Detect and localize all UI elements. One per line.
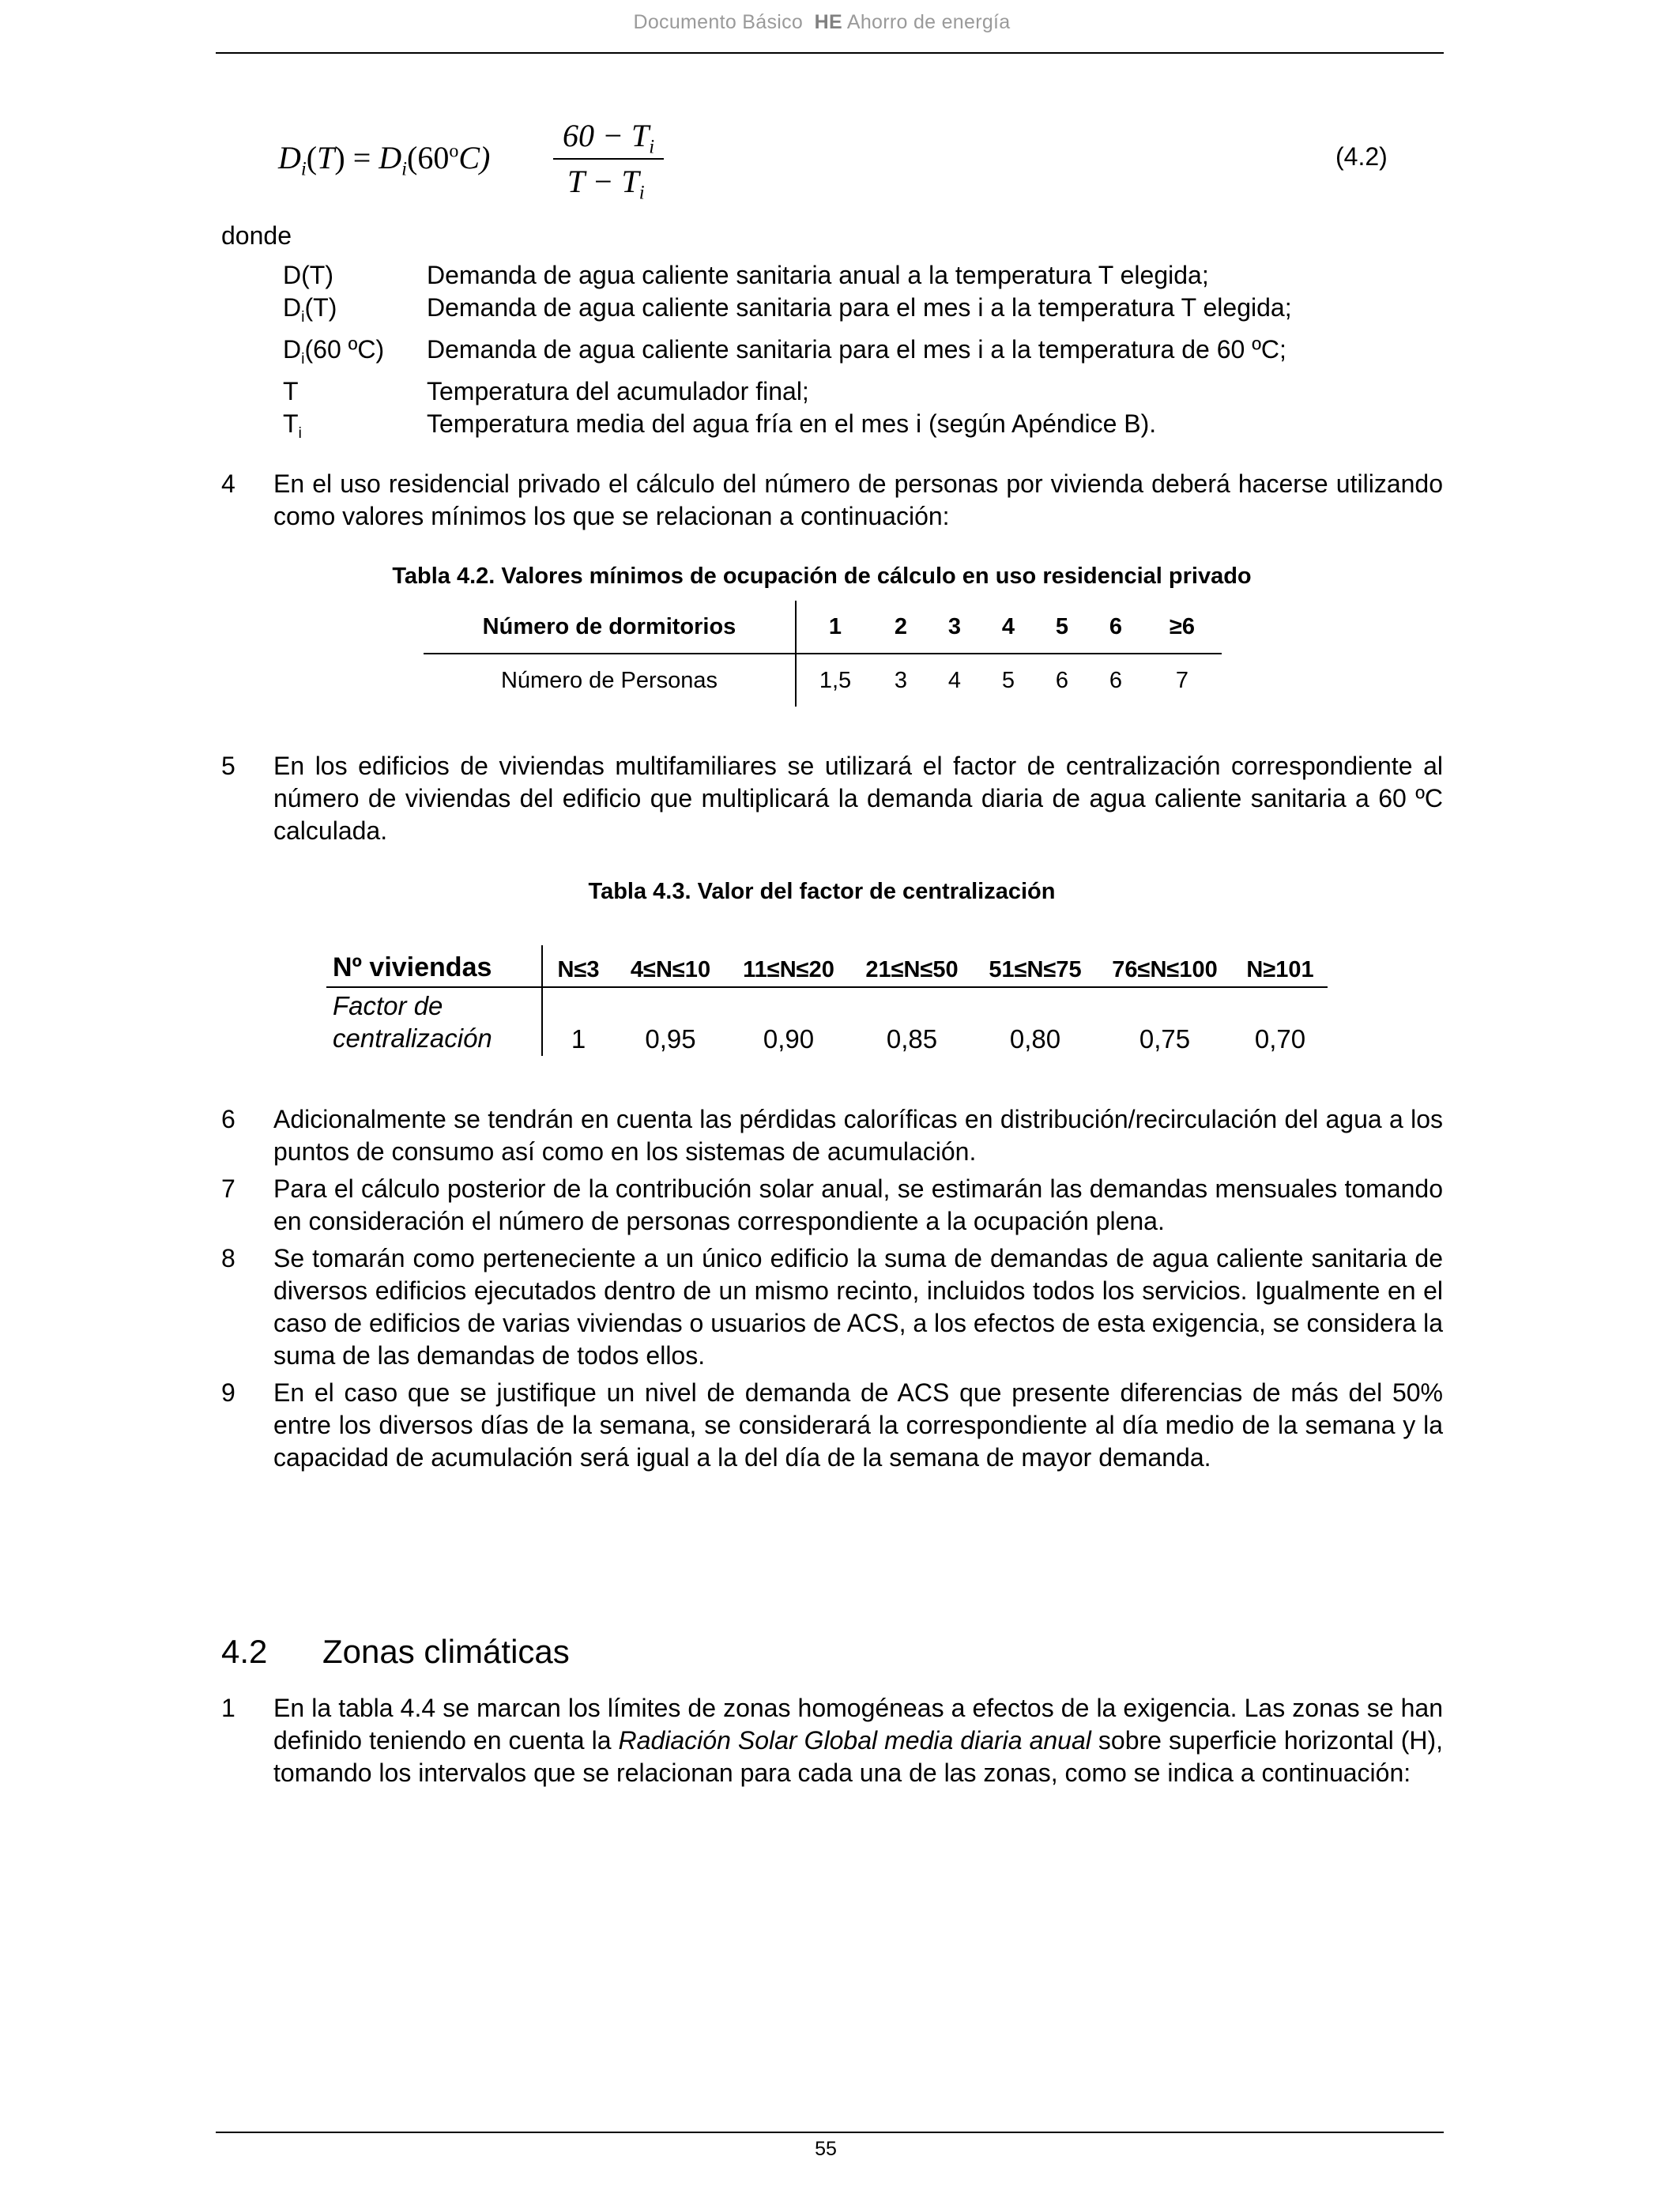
table-4-2 — [424, 601, 1222, 707]
definition-row — [283, 408, 1292, 450]
table-header-label: Número de dormitorios — [424, 601, 796, 654]
header-doc-rest: Ahorro de energía — [846, 11, 1011, 33]
table-header-cell: 2 — [874, 601, 928, 654]
donde-label: donde — [221, 221, 292, 250]
list-item — [221, 1173, 1443, 1238]
item-number: 4 — [221, 469, 235, 498]
definition-row — [283, 259, 1292, 292]
table-row — [424, 654, 1222, 707]
fraction-bar — [553, 158, 664, 160]
table-header-row — [326, 945, 1328, 987]
table-4-3 — [326, 945, 1328, 1056]
table-4-2-caption: Tabla 4.2. Valores mínimos de ocupación de cálculo en uso residencial privado — [392, 564, 1252, 589]
items-list — [221, 1103, 1443, 1474]
table-header-cell: 11≤N≤20 — [727, 945, 850, 987]
definition-desc: Temperatura media del agua fría en el mes i (según Apéndice B). — [427, 409, 1157, 438]
equation-numerator: $60 - T_i$ — [563, 118, 655, 158]
item-number: 9 — [221, 1378, 235, 1407]
equation-label: (4.2) — [1335, 142, 1388, 171]
list-item — [221, 1377, 1443, 1474]
table-cell: 0,95 — [645, 1024, 696, 1054]
header-he: HE — [814, 11, 842, 33]
table-cell: 0,70 — [1254, 1024, 1306, 1054]
table-header-label: Nº viviendas — [326, 945, 542, 987]
section-number: 4.2 — [221, 1633, 268, 1670]
footer-rule — [216, 2132, 1444, 2133]
header-doc-b: ásico — [755, 11, 804, 33]
item-text: En la tabla 4.4 se marcan los límites de zonas homogéneas a efectos de la exigencia. Las zonas se han definido teniendo en cuenta la Radiación Solar Global media diaria anual sobre superficie horizontal (H), tomando los intervalos que se relacionan para cada una de las zonas, como se indica a continuación: — [273, 1694, 1444, 1787]
item-text: En el uso residencial privado el cálculo del número de personas por vivienda deberá hacerse utilizando como valores mínimos los que se relacionan a continuación: — [273, 469, 1443, 530]
table-cell: 1 — [571, 1024, 586, 1054]
table-cell: 0,80 — [1009, 1024, 1061, 1054]
table-4-3-caption: Tabla 4.3. Valor del factor de centralización — [588, 879, 1056, 904]
section-title: Zonas climáticas — [322, 1633, 570, 1670]
table-header-cell: 21≤N≤50 — [850, 945, 974, 987]
table-row-label: Factor de centralización — [326, 987, 542, 1056]
definition-desc: Demanda de agua caliente sanitaria anual a la temperatura T elegida; — [427, 261, 1209, 289]
table-header-cell: 5 — [1035, 601, 1089, 654]
definition-desc: Temperatura del acumulador final; — [427, 376, 809, 405]
table-cell: 0,75 — [1139, 1024, 1191, 1054]
definition-row — [283, 292, 1292, 334]
item-number: 5 — [221, 752, 235, 780]
table-cell: 1,5 — [819, 667, 852, 693]
item-text: En el caso que se justifique un nivel de demanda de ACS que presente diferencias de más del 50% entre los diversos días de la semana, se considerará la correspondiente al día medio de la semana y la capacidad de acumulación será igual a la del día de la semana de mayor demanda. — [273, 1378, 1443, 1472]
header-doc-prefix: Documento B — [633, 11, 756, 33]
definition-term: $D_i(60$ ºC) — [283, 334, 385, 368]
item-text: En los edificios de viviendas multifamiliares se utilizará el factor de centralización correspondiente al número de viviendas del edificio que multiplicará la demanda diaria de agua caliente sanitaria a 60 ºC calculada. — [273, 752, 1443, 845]
table-header-cell: 4 — [981, 601, 1035, 654]
table-header-cell: ≥6 — [1143, 601, 1222, 654]
table-cell: 3 — [894, 667, 908, 693]
equation-lhs: $D_i(T) = D_i(60^oC)$ — [278, 140, 491, 180]
item-number: 6 — [221, 1105, 235, 1133]
table-row — [326, 987, 1328, 1056]
page-number: 55 — [815, 2138, 837, 2160]
definition-row — [283, 334, 1292, 375]
table-header-cell: 6 — [1089, 601, 1143, 654]
item-text: Para el cálculo posterior de la contribución solar anual, se estimarán las demandas mensuales tomando en consideración el número de personas correspondiente a la ocupación plena. — [273, 1174, 1443, 1235]
table-cell: 6 — [1055, 667, 1069, 693]
running-header — [0, 11, 1644, 34]
table-cell: 0,85 — [886, 1024, 938, 1054]
table-header-cell: 76≤N≤100 — [1097, 945, 1233, 987]
equation-denominator: $T - T_i$ — [567, 164, 645, 204]
definitions-list — [283, 259, 1292, 450]
item-number: 7 — [221, 1174, 235, 1203]
definition-desc: Demanda de agua caliente sanitaria para el mes i a la temperatura T elegida; — [427, 293, 1292, 322]
table-cell: 4 — [947, 667, 962, 693]
definition-term: $D_i(T)$ — [283, 293, 337, 326]
definition-term: $T_i$ — [283, 409, 302, 442]
table-header-cell: 4≤N≤10 — [614, 945, 727, 987]
table-header-cell: 1 — [796, 601, 874, 654]
table-row-label: Número de Personas — [424, 654, 796, 707]
definition-term: T — [283, 376, 299, 405]
table-cell: 5 — [1001, 667, 1015, 693]
header-rule — [216, 52, 1444, 54]
item-text: Se tomarán como perteneciente a un único edificio la suma de demandas de agua caliente sanitaria de diversos edificios ejecutados dentro de un mismo recinto, incluidos todos los servicios. Igualmente en el caso de edificios de varias viviendas o usuarios de ACS, a los efectos de esta exigencia, se considera la suma de las demandas de todos ellos. — [273, 1244, 1443, 1370]
item-text: Adicionalmente se tendrán en cuenta las pérdidas caloríficas en distribución/recirculación del agua a los puntos de consumo así como en los sistemas de acumulación. — [273, 1105, 1443, 1166]
table-cell: 0,90 — [763, 1024, 815, 1054]
definition-row — [283, 375, 1292, 408]
list-item — [221, 1242, 1443, 1372]
list-item — [221, 1103, 1443, 1168]
item-number: 1 — [221, 1694, 235, 1722]
table-cell: 7 — [1175, 667, 1189, 693]
table-header-cell: 3 — [928, 601, 981, 654]
table-header-cell: 51≤N≤75 — [974, 945, 1097, 987]
table-cell: 6 — [1109, 667, 1123, 693]
table-header-cell: N≥101 — [1233, 945, 1328, 987]
definition-term: D(T) — [283, 261, 333, 289]
table-header-cell: N≤3 — [542, 945, 614, 987]
definition-desc: Demanda de agua caliente sanitaria para el mes i a la temperatura de 60 ºC; — [427, 334, 1286, 364]
item-number: 8 — [221, 1244, 235, 1272]
table-header-row — [424, 601, 1222, 654]
